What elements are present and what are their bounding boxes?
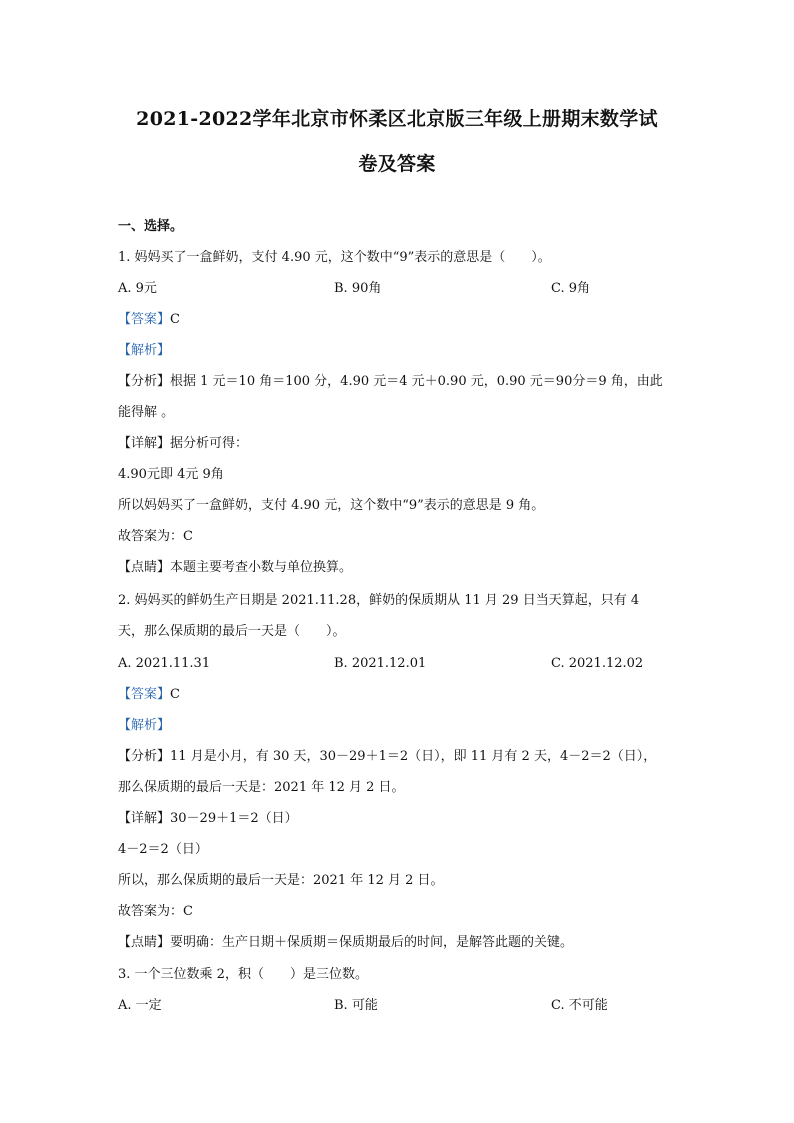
q2-step2: 所以，那么保质期的最后一天是：2021 年 12 月 2 日。 <box>118 873 444 888</box>
analysis-tag: 【解析】 <box>118 718 171 733</box>
fenxi-tag: 【分析】 <box>118 374 171 389</box>
q1-option-a: A. 9元 <box>118 281 157 296</box>
q1-final: 故答案为：C <box>118 529 193 544</box>
dianjing-tag: 【点睛】 <box>118 560 171 575</box>
xiangjie-tag: 【详解】 <box>118 811 171 826</box>
q1-option-b: B. 90角 <box>334 281 382 296</box>
xiangjie-tag: 【详解】 <box>118 436 171 451</box>
document-title-line2: 卷及答案 <box>358 153 436 175</box>
dianjing-text: 要明确：生产日期＋保质期＝保质期最后的时间，是解答此题的关键。 <box>170 935 574 950</box>
q2-analysis-heading <box>118 717 170 735</box>
q2-dianjing <box>118 934 573 952</box>
answer-tag: 【答案】 <box>118 312 171 327</box>
dianjing-tag: 【点睛】 <box>118 935 171 950</box>
q1-xiangjie <box>118 435 248 453</box>
answer-value: C <box>170 687 180 702</box>
q2-option-a: A. 2021.11.31 <box>118 656 211 671</box>
q3-option-c: C. 不可能 <box>551 998 608 1013</box>
document-title-line1: 2021-2022学年北京市怀柔区北京版三年级上册期末数学试 <box>136 108 658 130</box>
q2-question-line1: 2. 妈妈买的鲜奶生产日期是 2021.11.28，鲜奶的保质期从 11 月 29 日当天算起，只有 4 <box>118 593 640 608</box>
q2-option-c: C. 2021.12.02 <box>551 656 644 671</box>
section-heading: 一、选择。 <box>118 219 184 234</box>
q1-fenxi-line1 <box>118 373 663 391</box>
q2-final: 故答案为：C <box>118 904 193 919</box>
q2-fenxi-line2: 那么保质期的最后一天是：2021 年 12 月 2 日。 <box>118 780 405 795</box>
q1-answer <box>118 311 180 329</box>
q2-answer <box>118 686 180 704</box>
q3-question: 3. 一个三位数乘 2，积（ ）是三位数。 <box>118 967 368 982</box>
q3-option-b: B. 可能 <box>334 998 378 1013</box>
q2-step1: 4－2＝2（日） <box>118 842 208 857</box>
answer-tag: 【答案】 <box>118 687 171 702</box>
xiangjie-text: 30－29＋1＝2（日） <box>170 811 298 826</box>
q2-xiangjie <box>118 810 298 828</box>
fenxi-text: 11 月是小月，有 30 天，30－29＋1＝2（日），即 11 月有 2 天，4－2＝2（日）， <box>170 749 657 764</box>
analysis-tag: 【解析】 <box>118 343 171 358</box>
q2-fenxi-line1 <box>118 748 656 766</box>
xiangjie-text: 据分析可得： <box>170 436 249 451</box>
q2-option-b: B. 2021.12.01 <box>334 656 427 671</box>
fenxi-tag: 【分析】 <box>118 749 171 764</box>
q2-question-line2: 天，那么保质期的最后一天是（ ）。 <box>118 624 346 639</box>
q1-step2: 所以妈妈买了一盒鲜奶，支付 4.90 元，这个数中“9”表示的意思是 9 角。 <box>118 498 545 513</box>
q1-dianjing <box>118 559 352 577</box>
fenxi-text: 根据 1 元＝10 角＝100 分，4.90 元＝4 元＋0.90 元，0.90 元＝90分＝9 角，由此 <box>170 374 663 389</box>
q1-step1: 4.90元即 4元 9角 <box>118 467 224 482</box>
q1-analysis-heading <box>118 342 170 360</box>
q3-option-a: A. 一定 <box>118 998 162 1013</box>
q1-option-c: C. 9角 <box>551 281 591 296</box>
q1-fenxi-line2: 能得解 。 <box>118 405 175 420</box>
dianjing-text: 本题主要考查小数与单位换算。 <box>170 560 353 575</box>
answer-value: C <box>170 312 180 327</box>
q1-question: 1. 妈妈买了一盒鲜奶，支付 4.90 元，这个数中“9”表示的意思是（ ）。 <box>118 250 551 265</box>
